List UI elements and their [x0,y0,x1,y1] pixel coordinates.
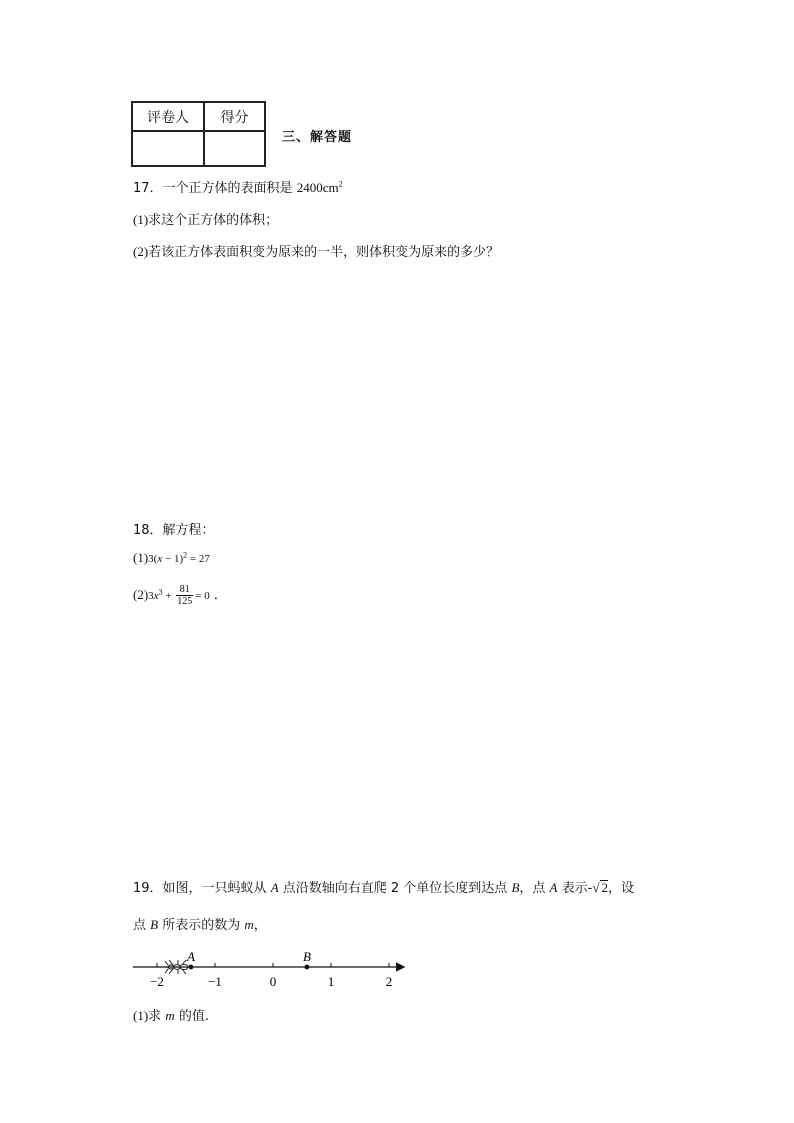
score-table [131,101,266,167]
q19-number: 19． [133,881,163,896]
q18-stem [133,519,215,538]
number-line-figure [125,945,425,995]
tick-label: 1 [327,974,335,989]
point-a [189,965,194,970]
q18-part1-label: (1) [133,550,149,565]
point-label-a: A [187,949,195,964]
grader-header: 评卷人 [132,102,204,131]
q17-stem [133,177,343,196]
q19-sqrt: 2 [601,880,608,895]
q17-part1 [133,209,278,228]
grader-cell[interactable] [132,131,204,166]
q19-stem-line2: 点 B 所表示的数为 m， [133,917,267,933]
tick-label: 0 [269,974,277,989]
score-header: 得分 [204,102,265,131]
score-cell[interactable] [204,131,265,166]
q18-part1 [133,550,210,566]
q17-part1-label: (1) [133,212,149,227]
q18-fraction: $\frac{81}{125}$ [177,584,193,607]
tick-label: 2 [385,974,393,989]
q17-part2-text: 若该正方体表面积变为原来的一半，则体积变为原来的多少？ [148,245,500,260]
q18-number: 18． [133,523,163,538]
tick-label: −2 [150,974,164,989]
tick-label: −1 [208,974,222,989]
q18-eq2: $3x^3$ + [148,587,175,602]
q17-part1-text: 求这个正方体的体积； [148,213,279,228]
q18-text: 解方程： [162,523,215,538]
q17-value: 2400cm [296,180,339,195]
q17-part2-label: (2) [133,244,149,259]
q17-text: 一个正方体的表面积是 [162,181,297,196]
q18-part2-label: (2) [133,587,149,602]
q19-part1: (1)求 m 的值. [133,1008,209,1024]
q19-stem-line1: 19．如图，一只蚂蚁从 A 点沿数轴向右直爬 2 个单位长度到达点 B，点 A 表示-√ 2，设 [133,880,634,896]
number-line-points [186,949,311,969]
section-title: 三、解答题 [282,130,353,145]
q18-eq1: $3(x - 1)^2 = 27$ [148,550,210,565]
point-b [305,965,310,970]
point-label-b: B [303,949,311,964]
q17-number: 17． [133,181,163,196]
q17-sup: 2 [338,179,343,189]
q17-part2 [133,241,499,260]
q18-part2: $(2)3x^3$ + $\frac{81}{125}$ = 0 ． [133,584,227,607]
